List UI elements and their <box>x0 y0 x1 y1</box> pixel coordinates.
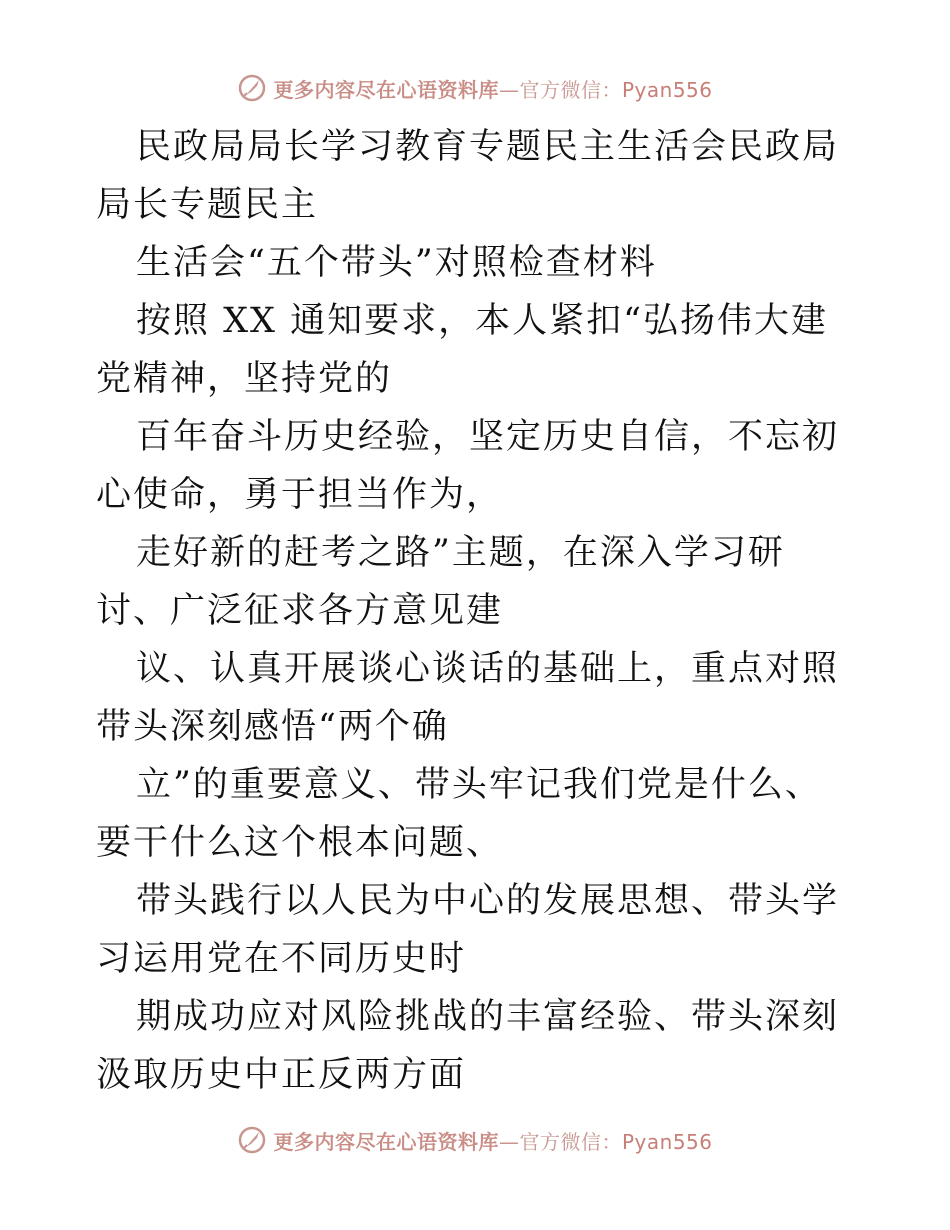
quill-logo-icon <box>237 73 267 103</box>
watermark-separator: — <box>498 77 520 102</box>
watermark-highlight: 更多内容尽在心语资料库 <box>273 1129 499 1154</box>
paragraph: 立”的重要意义、带头牢记我们党是什么、要干什么这个根本问题、 <box>96 765 822 863</box>
watermark-rest: 官方微信： <box>519 1129 622 1154</box>
watermark-account: Pyan556 <box>621 77 713 102</box>
footer-watermark <box>0 1122 950 1158</box>
document-body <box>96 118 856 1104</box>
quill-logo-icon <box>237 1125 267 1155</box>
header-watermark <box>0 70 950 106</box>
watermark-rest: 官方微信： <box>519 77 622 102</box>
watermark-separator: — <box>498 1129 520 1154</box>
paragraph-subtitle: 生活会“五个带头”对照检查材料 <box>136 243 657 283</box>
watermark-text <box>273 74 712 103</box>
paragraph: 百年奋斗历史经验，坚定历史自信，不忘初心使命，勇于担当作为， <box>96 417 840 515</box>
paragraph: 走好新的赶考之路”主题，在深入学习研讨、广泛征求各方意见建 <box>96 533 785 631</box>
watermark-highlight: 更多内容尽在心语资料库 <box>273 77 499 102</box>
watermark-text <box>273 1126 712 1155</box>
paragraph: 期成功应对风险挑战的丰富经验、带头深刻汲取历史中正反两方面 <box>96 997 840 1095</box>
paragraph-title: 民政局局长学习教育专题民主生活会民政局局长专题民主 <box>96 127 840 225</box>
paragraph: 带头践行以人民为中心的发展思想、带头学习运用党在不同历史时 <box>96 881 840 979</box>
watermark-account: Pyan556 <box>621 1129 713 1154</box>
paragraph: 按照 XX 通知要求，本人紧扣“弘扬伟大建党精神，坚持党的 <box>96 301 828 399</box>
paragraph: 议、认真开展谈心谈话的基础上，重点对照带头深刻感悟“两个确 <box>96 649 840 747</box>
